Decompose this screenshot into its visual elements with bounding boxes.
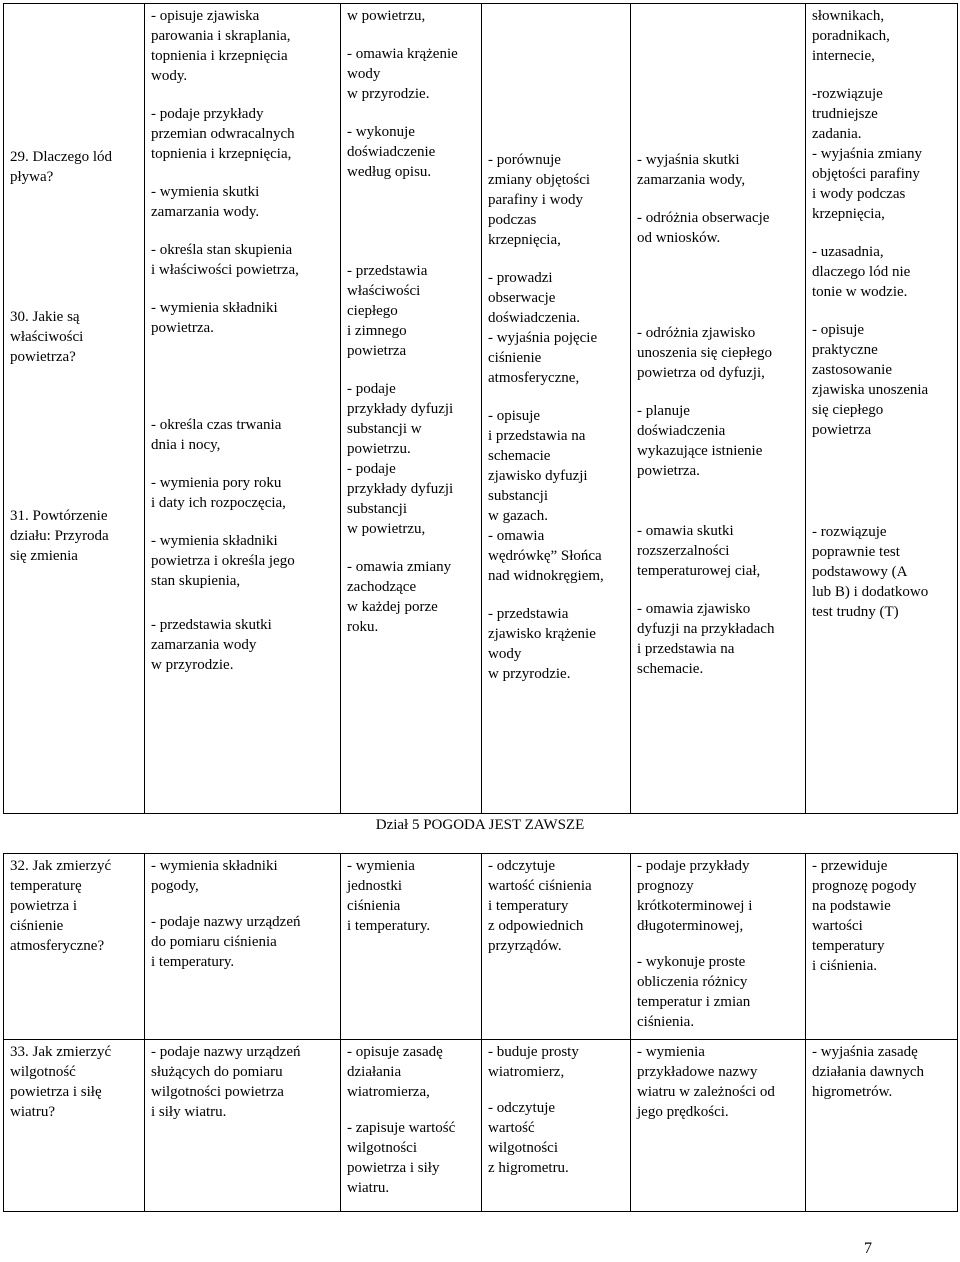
requirement-text: - rozwiązuje poprawnie test podstawowy (A lub B) i dodatkowo test trudny (T) bbox=[812, 524, 929, 620]
requirement-text: - wymienia jednostki ciśnienia i temperatury. bbox=[347, 858, 431, 934]
requirement-text: - opisuje i przedstawia na schemacie zjawisko dyfuzji substancji w gazach. bbox=[488, 408, 588, 524]
requirement-text: - omawia wędrówkę” Słońca nad widnokręgiem, bbox=[488, 528, 604, 584]
requirement-text: - wyjaśnia skutki zamarzania wody, bbox=[637, 152, 746, 188]
requirement-text: - przedstawia zjawisko krążenie wody w przyrodzie. bbox=[488, 606, 596, 682]
topic-32: 32. Jak zmierzyć temperaturę powietrza i ciśnienie atmosferyczne? bbox=[10, 858, 112, 954]
requirement-text: - określa czas trwania dnia i nocy, bbox=[151, 417, 282, 453]
complementary-requirements-column bbox=[631, 4, 806, 814]
requirement-text: - podaje przykłady prognozy krótkoterminowej i długoterminowej, bbox=[637, 858, 753, 934]
requirement-text: - określa stan skupienia i właściwości powietrza, bbox=[151, 242, 299, 278]
expanding-requirements-column bbox=[482, 4, 631, 814]
requirement-text: - wyjaśnia pojęcie ciśnienie atmosferyczne, bbox=[488, 330, 598, 386]
topic-column bbox=[4, 4, 145, 814]
requirement-text: - odczytuje wartość ciśnienia i temperatury z odpowiednich przyrządów. bbox=[488, 858, 592, 954]
competency-table-section-4 bbox=[3, 3, 958, 814]
requirement-text: - podaje przykłady dyfuzji substancji w powietrzu. bbox=[347, 381, 454, 457]
section-heading: Dział 5 POGODA JEST ZAWSZE bbox=[375, 817, 585, 833]
requirement-text: - opisuje zjawiska parowania i skraplania, topnienia i krzepnięcia wody. bbox=[151, 8, 291, 84]
requirement-text: - wymienia skutki zamarzania wody. bbox=[151, 184, 260, 220]
requirement-text: - wymienia składniki powietrza i określa jego stan skupienia, bbox=[151, 533, 295, 589]
requirement-text: - omawia zjawisko dyfuzji na przykładach i przedstawia na schemacie. bbox=[637, 601, 775, 677]
topic-31: 31. Powtórzenie działu: Przyroda się zmienia bbox=[10, 508, 109, 564]
requirement-text: - wykonuje proste obliczenia różnicy temperatur i zmian ciśnienia. bbox=[637, 954, 751, 1030]
page-number: 7 bbox=[864, 1240, 872, 1257]
topic-30: 30. Jakie są właściwości powietrza? bbox=[10, 309, 84, 365]
requirement-text: - zapisuje wartość wilgotności powietrza i siły wiatru. bbox=[347, 1120, 456, 1196]
topic-29: 29. Dlaczego lód pływa? bbox=[10, 149, 113, 185]
requirement-text: słownikach, poradnikach, internecie, bbox=[812, 8, 890, 64]
basic-requirements-column bbox=[145, 4, 341, 814]
requirement-text: - przedstawia skutki zamarzania wody w przyrodzie. bbox=[151, 617, 272, 673]
requirement-text: - podaje nazwy urządzeń do pomiaru ciśnienia i temperatury. bbox=[151, 914, 301, 970]
requirement-text: - omawia zmiany zachodzące w każdej porze roku. bbox=[347, 559, 452, 635]
requirement-text: - wyjaśnia zasadę działania dawnych higrometrów. bbox=[812, 1044, 925, 1100]
requirement-text: - uzasadnia, dlaczego lód nie tonie w wodzie. bbox=[812, 244, 911, 300]
requirement-text: - podaje przykłady dyfuzji substancji w powietrzu, bbox=[347, 461, 454, 537]
requirement-text: - prowadzi obserwacje doświadczenia. bbox=[488, 270, 581, 326]
competency-table-section-5 bbox=[3, 853, 958, 1212]
requirement-text: - wymienia składniki pogody, bbox=[151, 858, 278, 894]
requirement-text: - porównuje zmiany objętości parafiny i wody podczas krzepnięcia, bbox=[488, 152, 591, 248]
requirement-text: - przewiduje prognozę pogody na podstawie wartości temperatury i ciśnienia. bbox=[812, 858, 917, 974]
requirement-text: - przedstawia właściwości ciepłego i zimnego powietrza bbox=[347, 263, 428, 359]
requirement-text: - omawia krążenie wody w przyrodzie. bbox=[347, 46, 458, 102]
topic-33: 33. Jak zmierzyć wilgotność powietrza i siłę wiatru? bbox=[10, 1044, 112, 1120]
requirement-text: w powietrzu, bbox=[347, 8, 426, 24]
requirement-text: - odróżnia zjawisko unoszenia się ciepłego powietrza od dyfuzji, bbox=[637, 325, 772, 381]
requirement-text: - planuje doświadczenia wykazujące istnienie powietrza. bbox=[637, 403, 763, 479]
requirement-text: - podaje nazwy urządzeń służących do pomiaru wilgotności powietrza i siły wiatru. bbox=[151, 1044, 301, 1120]
requirement-text: - wymienia przykładowe nazwy wiatru w zależności od jego prędkości. bbox=[637, 1044, 775, 1120]
requirement-text: - odróżnia obserwacje od wniosków. bbox=[637, 210, 770, 246]
requirement-text: - odczytuje wartość wilgotności z higrometru. bbox=[488, 1100, 569, 1176]
requirement-text: - wyjaśnia zmiany objętości parafiny i wody podczas krzepnięcia, bbox=[812, 146, 922, 222]
requirement-text: - opisuje praktyczne zastosowanie zjawiska unoszenia się ciepłego powietrza bbox=[812, 322, 929, 438]
requirement-text: - opisuje zasadę działania wiatromierza, bbox=[347, 1044, 443, 1100]
requirement-text: - buduje prosty wiatromierz, bbox=[488, 1044, 579, 1080]
extended-requirements-column bbox=[341, 4, 482, 814]
requirement-text: - wymienia składniki powietrza. bbox=[151, 300, 278, 336]
requirement-text: - podaje przykłady przemian odwracalnych topnienia i krzepnięcia, bbox=[151, 106, 295, 162]
requirement-text: - wykonuje doświadczenie według opisu. bbox=[347, 124, 436, 180]
beyond-program-column bbox=[806, 4, 958, 814]
requirement-text: -rozwiązuje trudniejsze zadania. bbox=[812, 86, 883, 142]
requirement-text: - omawia skutki rozszerzalności temperaturowej ciał, bbox=[637, 523, 761, 579]
requirement-text: - wymienia pory roku i daty ich rozpoczęcia, bbox=[151, 475, 286, 511]
